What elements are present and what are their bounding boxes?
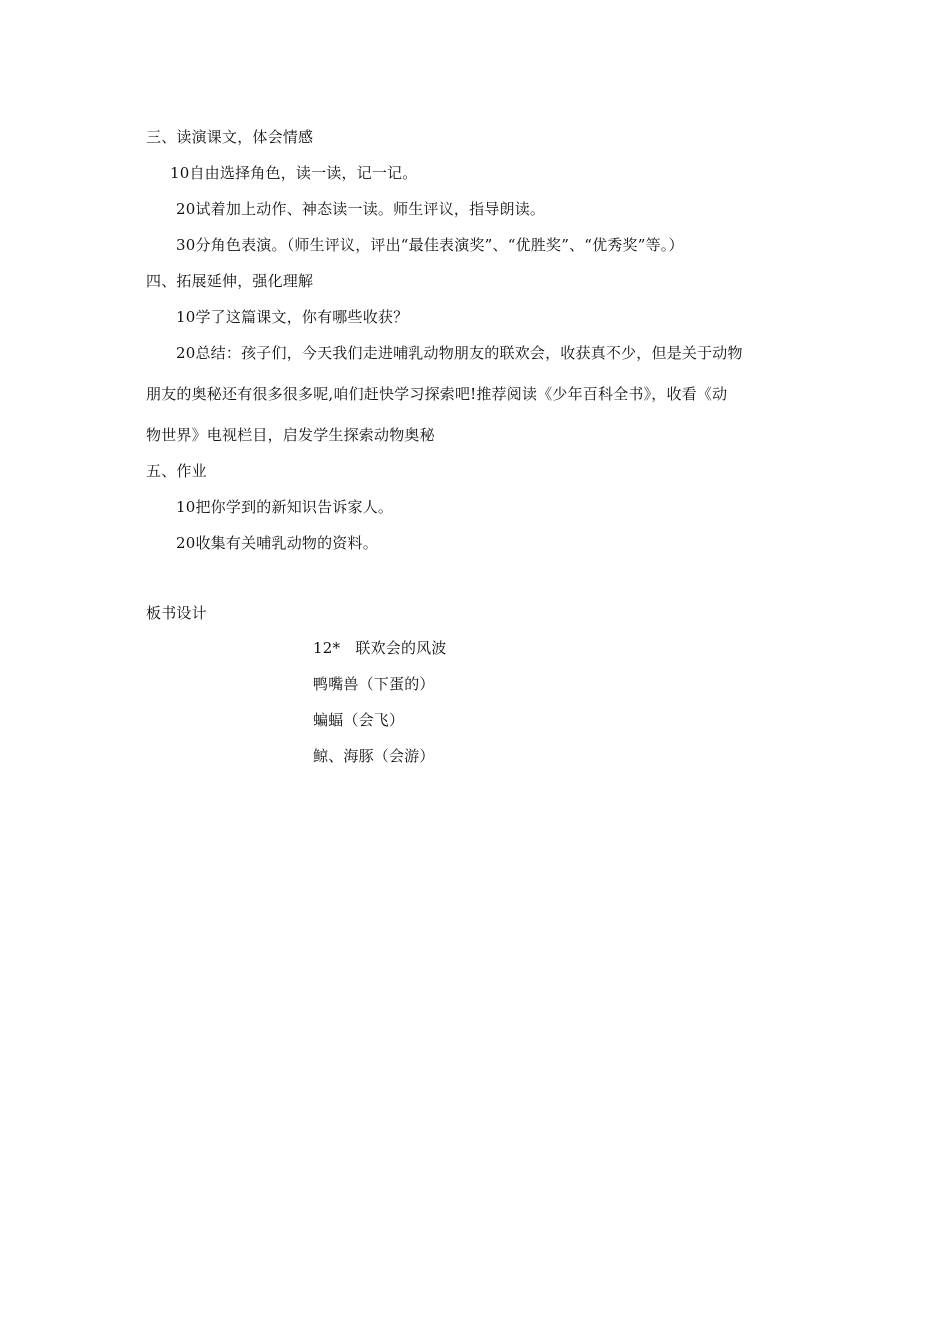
section-4-item-2-line-3: 物世界》电视栏目，启发学生探索动物奥秘 xyxy=(146,426,435,444)
section-4-item-2-line-1: 20总结：孩子们，今天我们走进哺乳动物朋友的联欢会，收获真不少，但是关于动物 xyxy=(176,344,743,362)
board-line-platypus: 鸭嘴兽（下蛋的） xyxy=(313,675,435,693)
section-5-item-1: 10把你学到的新知识告诉家人。 xyxy=(176,498,394,516)
section-3-heading: 三、读演课文，体会情感 xyxy=(146,128,314,146)
board-line-title: 12* 联欢会的风波 xyxy=(313,639,447,657)
section-3-item-2: 20试着加上动作、神态读一读。师生评议，指导朗读。 xyxy=(176,200,546,218)
section-5-heading: 五、作业 xyxy=(146,462,207,480)
board-line-whale-dolphin: 鲸、海豚（会游） xyxy=(313,747,435,765)
section-4-item-1: 10学了这篇课文，你有哪些收获？ xyxy=(176,308,409,326)
section-4-item-2-line-2: 朋友的奥秘还有很多很多呢,咱们赶快学习探索吧!推荐阅读《少年百科全书》，收看《动 xyxy=(146,385,728,403)
section-3-item-1: 10自由选择角色，读一读，记一记。 xyxy=(170,164,418,182)
section-3-item-3: 30分角色表演。（师生评议，评出“最佳表演奖”、“优胜奖”、“优秀奖”等。） xyxy=(176,236,684,254)
section-4-heading: 四、拓展延伸，强化理解 xyxy=(146,272,314,290)
section-5-item-2: 20收集有关哺乳动物的资料。 xyxy=(176,534,378,552)
board-design-heading: 板书设计 xyxy=(146,604,207,622)
board-line-bat: 蝙蝠（会飞） xyxy=(313,711,405,729)
